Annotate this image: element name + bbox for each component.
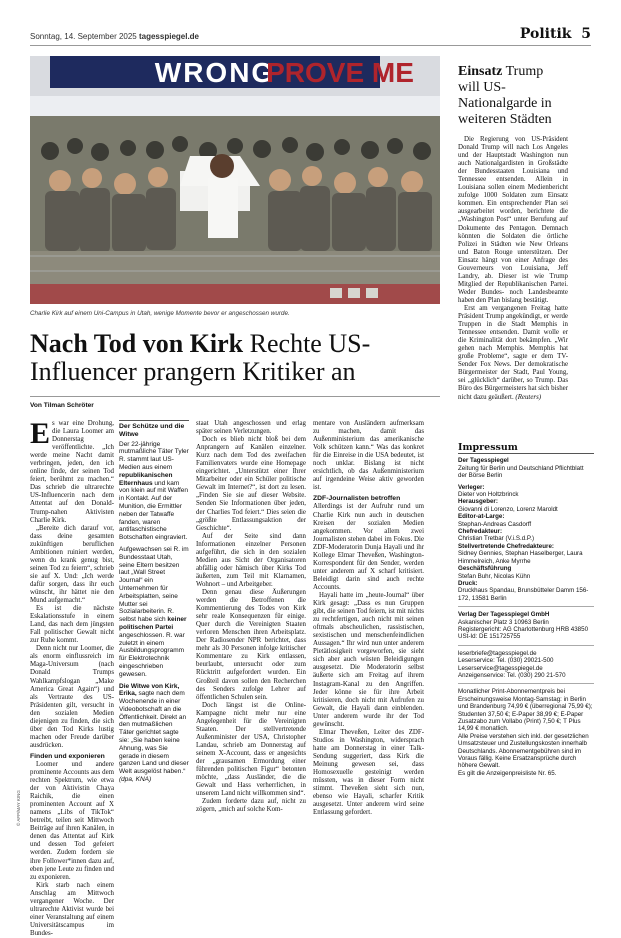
article-headline: Nach Tod von Kirk Rechte US-Influencer prangern Kritiker an xyxy=(30,329,371,386)
subheading: ZDF-Journalisten betroffen xyxy=(313,495,401,503)
side-body: Die Regierung von US-Präsident Donald Trump will nach Los Angeles und der Hauptstadt Washington nun auch Nationalgardisten in Großstädte der Bundesstaaten Louisiana und Tennessee entsenden. Allein in Louisiana sollen einem Medienbericht zufolge 1000 Soldaten zum Einsatz kommen. Ein entsprechender Plan sei ausgearbeitet worden, berichtete die „Washington Post“ unter Berufung auf Dokumente des Pentagon. Demnach könnten die Soldaten die örtliche Polizei in Städten wie New Orleans und Baton Rouge unterstützen. Der Einsatz hängt von einer Anfrage des Gouverneurs von Louisiana, Jeff Landry, ab. Dieser ist wie Trump Mitglied der Republikanischen Partei. Weder Bundes- noch Landesbeamte haben den Plan bislang bestätigt. Erst am vergangenen Freitag hatte Präsident Trump angekündigt, er werde Truppen in die Stadt Memphis in Tennessee entsenden. Damit wolle er die Kriminalität dort bekämpfen. „Wir gehen nach Memphis. Memphis hat große Probleme“, sagte er dem TV-Sender Fox News. Der demokratische Bürgermeister der Stadt, Paul Young, sei „glücklich“ darüber, so Trump. Das Büro des Bürgermeisters hat sich bisher nicht dazu geäußert. (Reuters) xyxy=(458,136,568,401)
article-column-1: Es war eine Drohung, die Laura Loomer am Donnerstag veröffentlichte. „Ich werde meine Nacht damit verbringen, jeden, den ich online finde, der seinen Tod feiert, berühmt zu machen.“ Das schrieb die ultrarechte US-Influencerin nach dem Attentat auf den Donald-Trump-nahen Aktivisten Charlie Kirk. „Bereite dich darauf vor, dass deine gesamten zukünftigen beruflichen Ambitionen ruiniert werden, wenn du krank genug bist, seinen Tod zu feiern“, schrieb sie auf X. Und: „Ich werde dafür sorgen, dass ihr euch wünscht, ihr hättet nie den Mund aufgemacht.“ Es ist die nächste Eskalationsstufe in einem Land, das nach dem jüngsten Fall politischer Gewalt nicht zur Ruhe kommt. Denn nicht nur Loomer, die als enorm einflussreich im Maga-Universum (nach Donald Trumps Wahlkampfslogan „Make America Great Again“) und als Vertraute des US-Präsidenten gilt, versucht in den sozialen Medien diejenigen zu finden, die sich über den Tod Kirks lustig machen oder Freude darüber ausdrücken. Finden und exponieren Loomer und andere prominente Accounts aus dem rechten Spektrum, wie etwa der von Aktivistin Chaya Raichik, die einen prominenten Account auf X namens „Libs of TikTok“ betreibt, teilen seit Mittwoch Beiträge auf ihren Kanälen, in denen das Attentat auf Kirk und dessen Tod gefeiert werden. Zudem fordern sie ihre Follower*innen dazu auf, eben jene Leute zu finden und zu exponieren. Kirk starb nach einem Anschlag am Mittwoch vergangener Woche. Der ultrarechte Aktivist wurde bei einer Veranstaltung auf einem Universitätscampus im Bundes- xyxy=(30,417,114,937)
service-email[interactable]: Leserservice@tagesspiegel.de xyxy=(458,664,543,672)
byline: Von Tilman Schröter xyxy=(30,402,94,409)
impressum-title: Impressum xyxy=(458,444,594,454)
photo-illustration xyxy=(30,56,440,304)
dropcap: E xyxy=(30,417,51,450)
headline-rule xyxy=(30,396,440,397)
photo-banner-text: WRONG xyxy=(154,57,276,88)
section-title: Politik 5 xyxy=(519,26,591,42)
info-box-title: Der Schütze und die Witwe xyxy=(119,420,189,439)
lead-photo xyxy=(30,56,440,304)
article-column-3: staat Utah angeschossen und erlag später seinen Verletzungen. Doch es blieb nicht bloß bei dem Anprangern auf Kanälen einzelner. Kurz nach dem Tod des zweifachen Familienvaters wurde eine Homepage eingerichtet. „Unterstützt einer Ihrer Mitarbeiter oder ein Schüler politische Gewalt im Internet?“, ist dort zu lesen. „Finden Sie sie auf dieser Website. Senden Sie Informationen über jeden, der Charlies Tod feiert.“ Dies seien die „größte Entlassungsaktion der Geschichte“. Auf der Seite sind dann Informationen einzelner Personen aufgeführt, die sich in den sozialen Medien aus Sicht der Organisatoren abfällig oder hämisch über Kirks Tod äußerten, zum Teil mit Klarnamen, Wohnort – und Arbeitgeber. Denn genau diese Äußerungen werden die Betroffenen die Kommentierung des Todes von Kirk sehr reale Konsequenzen für einige. Quer durch die Vereinigten Staaten verloren Menschen ihren Arbeitsplatz. Der Radiosender NPR berichtet, dass mehr als 30 Personen infolge kritischer Kommentare zu Kirk entlassen, beurlaubt, untersucht oder zum Rücktritt aufgefordert wurden. Ein Großteil davon sollen den Recherchen des Senders zufolge Lehrer auf öffentlichen Schulen sein. Doch längst ist die Online-Kampagne nicht mehr nur eine Angelegenheit für die Vereinigten Staaten. Der stellvertretende Außenminister der USA, Christopher Landau, schrieb am Donnerstag auf seinem X-Account, dass er angesichts der „grausamen Ermordung einer führenden politischen Figur“ betonten möchte, „dass Ausländer, die die Gewalt und Hass verherrlichen, in unserem Land nicht willkommen sind“. Zudem forderte dazu auf, nicht zu zögern, „mich auf solche Kom- xyxy=(196,420,306,814)
contact-email[interactable]: leserbriefe@tagesspiegel.de xyxy=(458,649,537,657)
impressum: Impressum Der Tagesspiegel Zeitung für Berlin und Deutschland Pflichtblatt der Börse Berlin Verleger: Dieter von Holtzbrinck Herausgeber: Giovanni di Lorenzo, Lorenz Maroldt Editor-at-Large: Stephan-Andreas Casdorff Chefredakteur: Christian Tretbar (V.i.S.d.P.) Stellvertretende Chefredakteure: Sidney Gennies, Stephan Haselberger, Laura Himmelreich, Anke Myrrhe Geschäftsführung Stefan Buhr, Nicolas Kühn Druck: Druckhaus Spandau, Brunsbütteler Damm 156-172, 13581 Berlin Verlag Der Tagesspiegel GmbH Askanischer Platz 3 10963 Berlin Registergericht: AG Charlottenburg HRB 43850 USt-Id: DE 151725755 leserbriefe@tagesspiegel.de Leserservice: Tel. (030) 29021-500 Leserservice@tagesspiegel.de Anzeigenservice: Tel. (030) 290 21-570 Monatlicher Print-Abonnementpreis bei Erscheinungsweise Montag-Samstag: in Berlin und Brandenburg 74,99 € (überregional 75,99 €); Studenten 37,50 €; E-Paper 38,99 €; E-Paper Zusatzabo zum Vollabo (Print) 7,50 €; T Plus 14,99 € monatlich. Alle Preise verstehen sich inkl. der gesetzlichen Umsatzsteuer und Zustellungskosten innerhalb Deutschlands. Abonnementgebühren sind im Voraus fällig. Keine Ersatzansprüche durch höhere Gewalt. Es gilt die Anzeigenpreisliste Nr. 65. xyxy=(458,442,593,777)
article-column-4: mentare von Ausländern aufmerksam zu machen, damit das Außenministerium das amerikanische Volk schützen kann.“ Was das konkret für die Einreise in die USA bedeutet, ist noch unklar. Bislang ist nicht ersichtlich, ob das Außenministerium auf irgendeine Weise aktiv geworden ist. ZDF-Journalisten betroffen Allerdings ist der Aufruhr rund um Charlie Kirk nun auch in deutschen Kreisen der sozialen Medien angekommen. Vor allem zwei Journalisten stehen dabei im Fokus. Die ZDF-Moderatorin Dunja Hayali und ihr Kollege Elmar Theveßen, Washington-Korrespondent für den Sender, werden unter anderem auf X scharf kritisiert. Beleidigt darin sind auch rechte Accounts. Hayali hatte im „heute-Journal“ über Kirk gesagt: „Dass es nun Gruppen gibt, die seinen Tod feiern, ist mit nichts zu rechtfertigen, auch nicht mit seinen oftmals abscheulichen, rassistischen, sexistischen und menschenfeindlichen Aussagen.“ Ihr wird nun unter anderem Pietätlosigkeit vorgeworfen, sie sieht sich aber auch wüsten Beleidigungen ausgesetzt. Die Moderatorin selbst äußerte sich am Freitag auf ihrem Instagram-Kanal zu den Angriffen. Jeder könne sie für ihre Arbeit kritisieren, doch nicht mit Aufrufen zu Gewalt, die Hayali dann einblenden. Unter anderem wurde ihr der Tod gewünscht. Elmar Theveßen, Leiter des ZDF-Studios in Washington, widersprach hatte am Donnerstag in einer Talk-Sendung suggeriert, dass Kirk die Meinung gewesen sei, dass Homosexuelle gesteinigt werden müssten, was in dieser Form nicht stimmt. Theveßen sieht sich nun, ebenso wie Hayali, scharfer Kritik ausgesetzt. Unter anderem wird seine Entlassung gefordert. xyxy=(313,420,424,817)
svg-text:PROVE ME: PROVE ME xyxy=(266,57,414,88)
speaker-figure xyxy=(210,154,234,178)
subheading: Finden und exponieren xyxy=(30,752,105,760)
side-headline: Einsatz Trump will US-Nationalgarde in weiteren Städten xyxy=(458,64,552,127)
page-header xyxy=(30,24,591,46)
photo-caption: Charlie Kirk auf einem Uni-Campus in Utah, wenige Momente bevor er angeschossen wurde. xyxy=(30,310,290,317)
header-date: Sonntag, 14. September 2025 tagesspiegel.de xyxy=(30,32,200,41)
side-article xyxy=(458,64,568,402)
photo-credit: © AFP/MAY KING xyxy=(16,790,21,826)
info-box: Der Schütze und die Witwe Der 22-jährige mutmaßliche Täter Tyler R. stammt laut US-Medien aus einem republikanischen Elternhaus und kam von klein auf mit Waffen in Kontakt. Auf der Munition, die Ermittler neben der Tatwaffe fanden, waren antifaschistische Botschaften eingraviert. Aufgewachsen sei R. im Bundesstaat Utah, seine Eltern besitzen laut „Wall Street Journal“ ein Unternehmen für Arbeitsplatten, seine Mutter sei Sozialarbeiterin. R. selbst habe sich keiner politischen Partei angeschlossen. R. war zuletzt in einem Ausbildungsprogramm für Elektrotechnik eingeschrieben gewesen. Die Witwe von Kirk, Erika, sagte nach dem Wochenende in einer Videobotschaft an die Öffentlichkeit. Direkt an den mutmaßlichen Täter gerichtet sagte sie: „Sie haben keine Ahnung, was Sie gerade in diesem ganzen Land und dieser Welt ausgelöst haben.“ (dpa, KNA) xyxy=(119,420,189,788)
